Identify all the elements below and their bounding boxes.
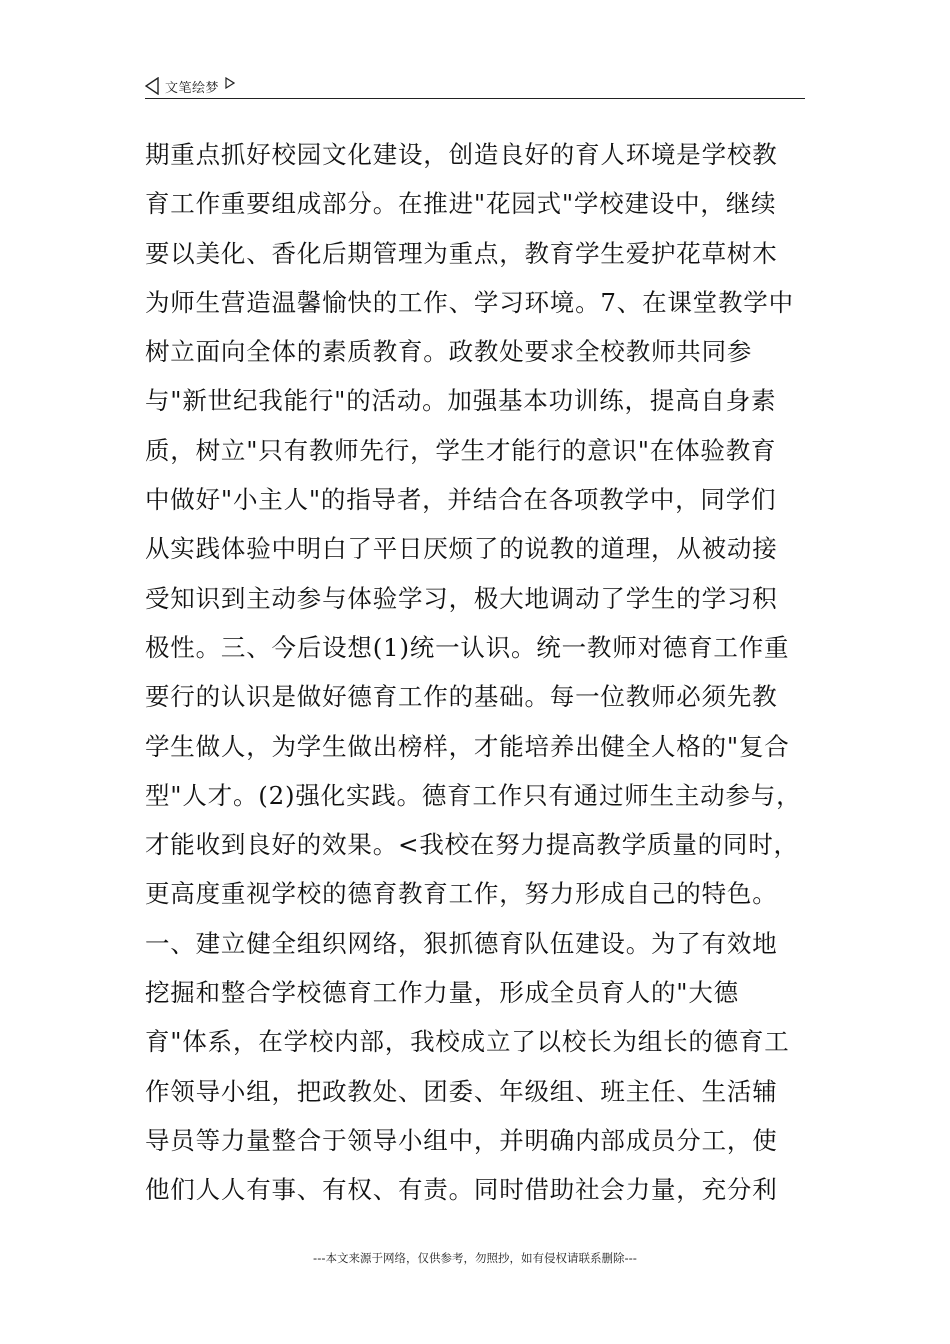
text-line: 要以美化、香化后期管理为重点，教育学生爱护花草树木 <box>145 238 778 268</box>
brand <box>145 74 805 98</box>
page-header <box>145 74 805 100</box>
text-line: 极性。三、今后设想(1)统一认识。统一教师对德育工作重 <box>145 632 790 662</box>
text-line: 学生做人，为学生做出榜样，才能培养出健全人格的"复合 <box>145 731 790 761</box>
text-line: 挖掘和整合学校德育工作力量，形成全员育人的"大德 <box>145 978 739 1008</box>
text-line: 更高度重视学校的德育教育工作，努力形成自己的特色。 <box>145 879 778 909</box>
text-line: 才能收到良好的效果。<我校在努力提高教学质量的同时， <box>145 830 799 860</box>
footer-notice: ---本文来源于网络，仅供参考，勿照抄，如有侵权请联系删除--- <box>313 1251 637 1265</box>
text-line: 与"新世纪我能行"的活动。加强基本功训练，提高自身素 <box>145 386 777 416</box>
text-line: 育"体系，在学校内部，我校成立了以校长为组长的德育工 <box>145 1027 790 1057</box>
document-body <box>145 130 810 1215</box>
text-line: 从实践体验中明白了平日厌烦了的说教的道理，从被动接 <box>145 534 778 564</box>
text-line: 为师生营造温馨愉快的工作、学习环境。7、在课堂教学中 <box>145 287 794 317</box>
text-line: 导员等力量整合于领导小组中，并明确内部成员分工，使 <box>145 1125 778 1155</box>
text-line: 一、建立健全组织网络，狠抓德育队伍建设。为了有效地 <box>145 928 778 958</box>
text-line: 期重点抓好校园文化建设，创造良好的育人环境是学校教 <box>145 140 778 169</box>
text-line: 质，树立"只有教师先行，学生才能行的意识"在体验教育 <box>145 435 777 465</box>
left-triangle-icon <box>145 77 159 95</box>
text-line: 作领导小组，把政教处、团委、年级组、班主任、生活辅 <box>145 1076 778 1106</box>
header-divider <box>145 98 805 99</box>
text-line: 型"人才。(2)强化实践。德育工作只有通过师生主动参与， <box>145 780 802 810</box>
right-triangle-icon <box>225 77 235 89</box>
text-line: 育工作重要组成部分。在推进"花园式"学校建设中，继续 <box>145 189 777 219</box>
brand-name: 文笔绘梦 <box>165 80 220 96</box>
text-line: 他们人人有事、有权、有责。同时借助社会力量，充分利 <box>145 1175 778 1205</box>
text-line: 树立面向全体的素质教育。政教处要求全校教师共同参 <box>145 337 753 367</box>
text-line: 受知识到主动参与体验学习，极大地调动了学生的学习积 <box>145 583 778 613</box>
text-line: 中做好"小主人"的指导者，并结合在各项教学中，同学们 <box>145 485 777 515</box>
text-line: 要行的认识是做好德育工作的基础。每一位教师必须先教 <box>145 682 778 712</box>
